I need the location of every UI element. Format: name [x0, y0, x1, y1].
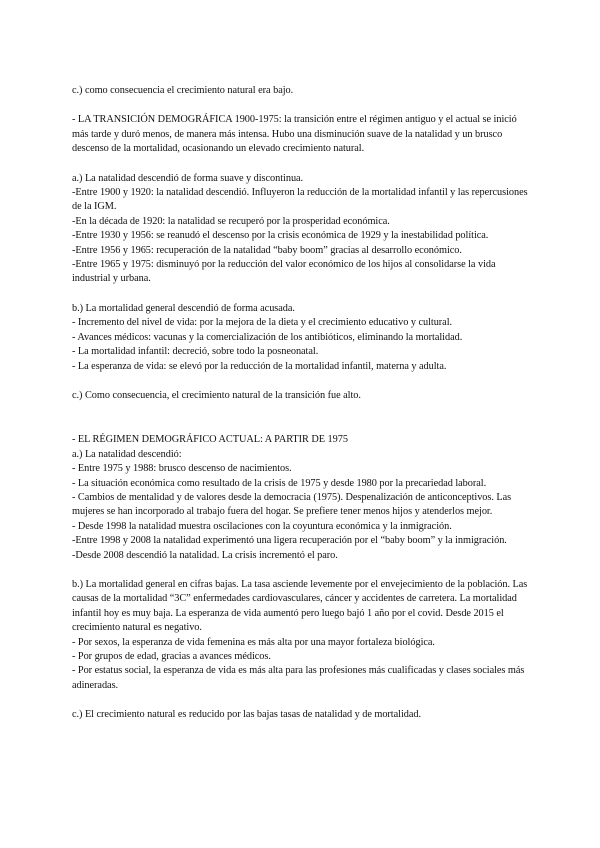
list-item: - Cambios de mentalidad y de valores desde la democracia (1975). Despenalización de anticonceptivos. Las mujeres se han incorporado al trabajo fuera del hogar. Se prefiere tener menos hijos y atenderlos mejor.: [72, 491, 512, 518]
list-item: -Entre 1900 y 1920: la natalidad descendió. Influyeron la reducción de la mortalidad infantil y las repercusiones de la IGM.: [72, 187, 528, 213]
list-item: - Por estatus social, la esperanza de vida es más alta para las profesiones más cualificadas y clases sociales más adineradas.: [72, 665, 525, 691]
list-item: - Avances médicos: vacunas y la comercialización de los antibióticos, eliminando la mortalidad.: [72, 331, 463, 343]
current-b-title: b.) La mortalidad general en cifras bajas. La tasa asciende levemente por el envejecimiento de la población. Las causas de la mortalidad “3C” enfermedades cardiovasculares, cáncer y accidentes de carretera. La mortalidad infantil hoy es muy baja. La esperanza de vida aumentó pero luego bajó 1 año por el covid. Desde 2015 el crecimiento natural es negativo.: [72, 578, 528, 634]
list-item: -Entre 1998 y 2008 la natalidad experimentó una ligera recuperación por el “baby boom” y la inmigración.: [72, 535, 507, 547]
current-a-title: a.) La natalidad descendió:: [72, 448, 182, 460]
transition-a-title: a.) La natalidad descendió de forma suave y discontinua.: [72, 172, 304, 184]
list-item: -Entre 1956 y 1965: recuperación de la natalidad “baby boom” gracias al desarrollo económico.: [72, 244, 462, 256]
list-item: -Desde 2008 descendió la natalidad. La crisis incrementó el paro.: [72, 549, 338, 561]
list-item: -Entre 1930 y 1956: se reanudó el descenso por la crisis económica de 1929 y la inestabilidad política.: [72, 230, 489, 242]
list-item: - La situación económica como resultado de la crisis de 1975 y desde 1980 por la precariedad laboral.: [72, 477, 487, 489]
list-item: -En la década de 1920: la natalidad se recuperó por la prosperidad económica.: [72, 215, 390, 227]
document-body: [72, 84, 528, 723]
list-item: - Incremento del nivel de vida: por la mejora de la dieta y el crecimiento educativo y cultural.: [72, 317, 453, 329]
transition-c-text: c.) Como consecuencia, el crecimiento natural de la transición fue alto.: [72, 389, 361, 401]
current-heading: - EL RÉGIMEN DEMOGRÁFICO ACTUAL: A PARTIR DE 1975: [72, 434, 348, 446]
list-item: - Por grupos de edad, gracias a avances médicos.: [72, 651, 271, 662]
transition-heading: - LA TRANSICIÓN DEMOGRÁFICA 1900-1975: la transición entre el régimen antiguo y el actual se inició más tarde y duró menos, de manera más intensa. Hubo una disminución suave de la natalidad y un brusco descenso de la mortalidad, ocasionando un elevado crecimiento natural.: [72, 114, 517, 155]
list-item: -Entre 1965 y 1975: disminuyó por la reducción del valor económico de los hijos al consolidarse la vida industrial y urbana.: [72, 259, 496, 285]
list-item: - Desde 1998 la natalidad muestra oscilaciones con la coyuntura económica y la inmigración.: [72, 520, 452, 532]
list-item: - Entre 1975 y 1988: brusco descenso de nacimientos.: [72, 463, 292, 475]
transition-b-title: b.) La mortalidad general descendió de forma acusada.: [72, 302, 295, 314]
current-c-text: c.) El crecimiento natural es reducido por las bajas tasas de natalidad y de mortalidad.: [72, 709, 421, 721]
section1-conclusion: c.) como consecuencia el crecimiento natural era bajo.: [72, 85, 294, 96]
list-item: - La esperanza de vida: se elevó por la reducción de la mortalidad infantil, materna y adulta.: [72, 360, 447, 372]
list-item: - La mortalidad infantil: decreció, sobre todo la posneonatal.: [72, 346, 319, 358]
list-item: - Por sexos, la esperanza de vida femenina es más alta por una mayor fortaleza biológica.: [72, 636, 435, 648]
